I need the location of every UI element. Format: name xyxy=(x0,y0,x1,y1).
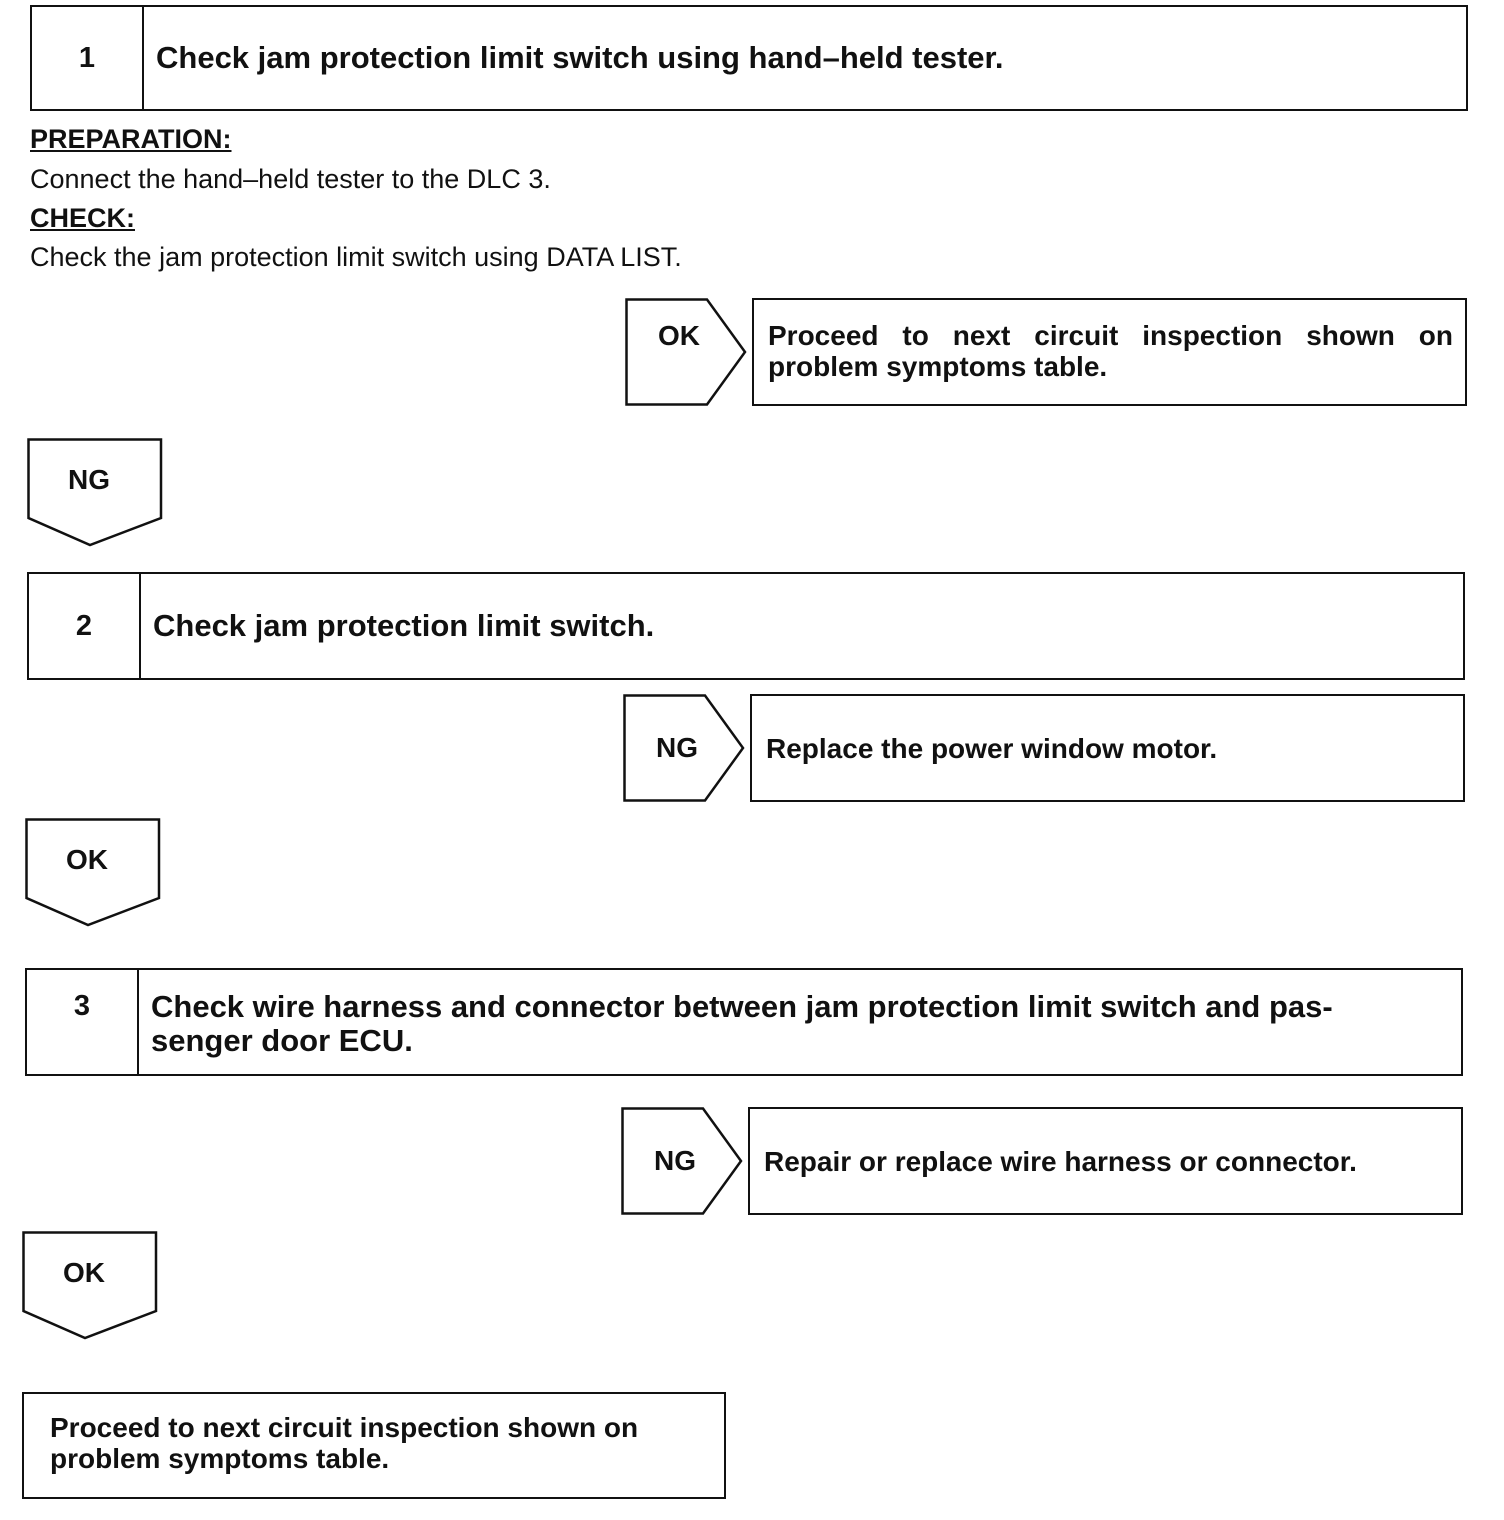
preparation-text: Connect the hand–held tester to the DLC 3. xyxy=(30,164,551,194)
step-1-ng-label: NG xyxy=(68,464,110,495)
step-2-number: 2 xyxy=(29,574,141,678)
step-1-ok-label: OK xyxy=(658,320,700,351)
step-1-number: 1 xyxy=(32,7,144,109)
step-3-title: Check wire harness and connector between jam protection limit switch and pas- senger door ECU. xyxy=(151,989,1333,1058)
step-3-ng-arrow xyxy=(621,1107,743,1215)
step-2-title: Check jam protection limit switch. xyxy=(153,608,655,643)
step-3-ok-arrow xyxy=(22,1231,158,1341)
step-1-title: Check jam protection limit switch using hand–held tester. xyxy=(156,40,1004,75)
right-arrow-icon xyxy=(625,298,747,406)
step-2-box xyxy=(27,572,1465,680)
step-2-ng-label: NG xyxy=(656,732,698,763)
step-2-ok-label: OK xyxy=(66,844,108,875)
step-2-ng-arrow xyxy=(623,694,745,802)
step-3-number: 3 xyxy=(27,970,139,1074)
step-3-ok-label: OK xyxy=(63,1257,105,1288)
step-1-ng-arrow xyxy=(27,438,163,548)
step-3-ng-label: NG xyxy=(654,1145,696,1176)
check-text: Check the jam protection limit switch using DATA LIST. xyxy=(30,242,682,272)
step-3-box xyxy=(25,968,1463,1076)
step-2-ng-result: Replace the power window motor. xyxy=(750,694,1465,802)
step-1-box xyxy=(30,5,1468,111)
final-result-box: Proceed to next circuit inspection shown on problem symptoms table. xyxy=(22,1392,726,1499)
step-3-ng-result: Repair or replace wire harness or connector. xyxy=(748,1107,1463,1215)
check-heading: CHECK: xyxy=(30,203,135,233)
preparation-heading: PREPARATION: xyxy=(30,124,232,154)
step-2-ok-arrow xyxy=(25,818,161,928)
step-1-ok-arrow xyxy=(625,298,747,406)
step-1-ok-result: Proceed to next circuit inspection shown on problem symptoms table. xyxy=(752,298,1467,406)
